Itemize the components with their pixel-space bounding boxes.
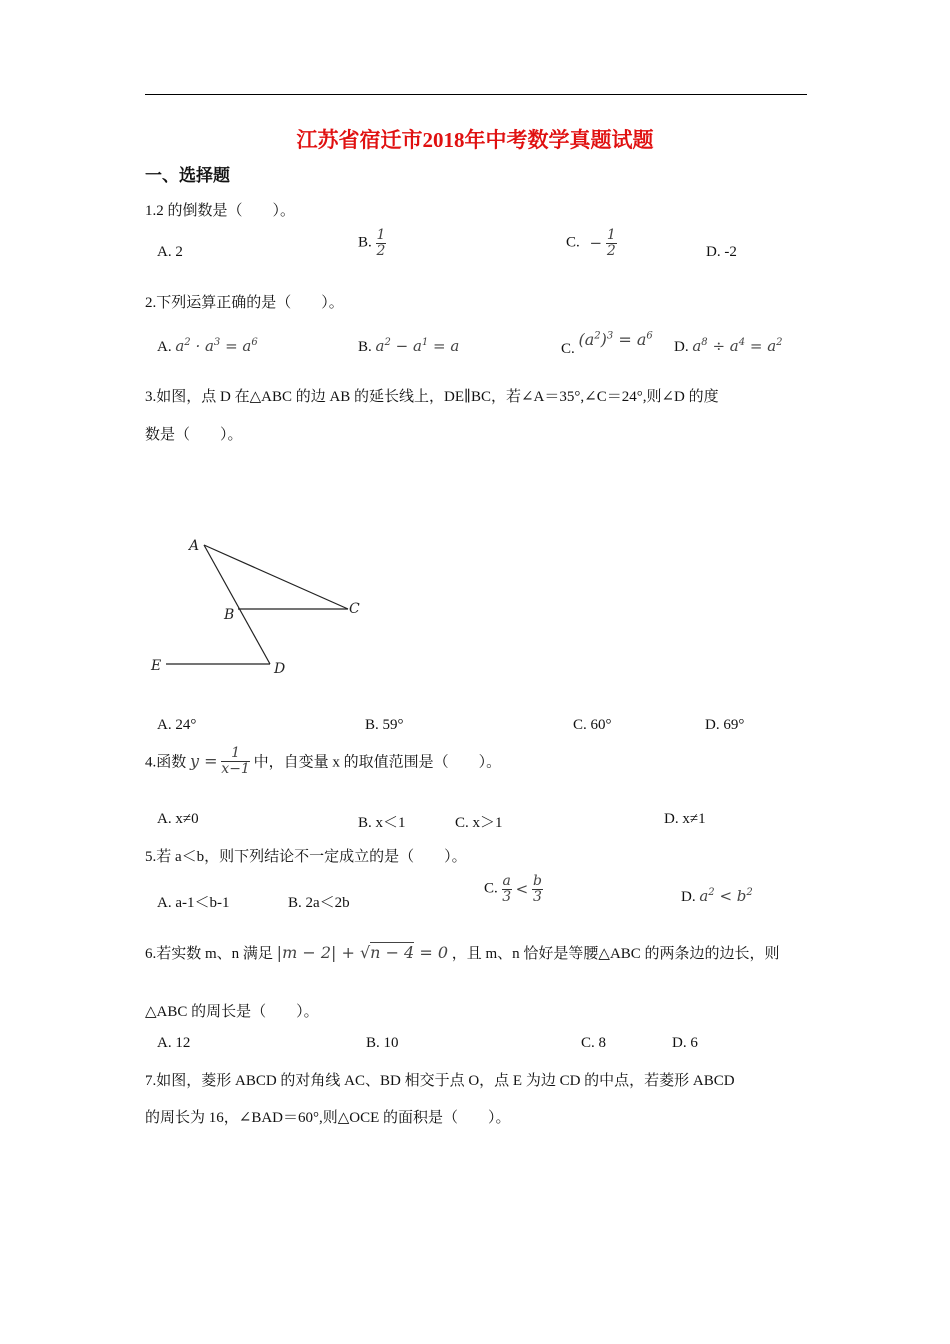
q5-option-a: A. a-1＜b-1 [157, 895, 230, 911]
q6-option-d: D. 6 [672, 1035, 698, 1051]
q5-option-c: C. $\frac{a}{3}$ < $\frac{b}{3}$ [484, 873, 542, 905]
q1-option-b [358, 228, 386, 258]
q1-option-a: A. 2 [157, 244, 183, 260]
q3-option-a: A. 24° [157, 717, 197, 733]
equation: |m − 2| + √n − 4 = 0 [276, 943, 448, 962]
q6-option-a: A. 12 [157, 1035, 191, 1051]
question-6-stem-line1: 6.若实数 m、n 满足 |m − 2| + √n − 4 = 0 ，且 m、n 恰好是等腰△ABC 的两条边的边长，则 [145, 943, 780, 962]
q6-option-b: B. 10 [366, 1035, 399, 1051]
q4-option-d: D. x≠1 [664, 811, 706, 827]
question-3-stem-line1: 3.如图，点 D 在△ABC 的边 AB 的延长线上，DE∥BC，若∠A＝35°,∠C＝24°,则∠D 的度 [145, 389, 719, 405]
q4-option-a: A. x≠0 [157, 811, 199, 827]
minus-sign: − [589, 234, 603, 253]
label-c: C [349, 601, 360, 617]
q2-option-a: A. $a^2 \cdot a^3 = a^6$ [157, 337, 258, 355]
option-letter: B. [358, 234, 372, 251]
expression: $a^8 \div a^4 = a^2$ [692, 337, 783, 355]
question-5-stem: 5.若 a＜b，则下列结论不一定成立的是（ ）。 [145, 849, 467, 865]
question-1-stem: 1.2 的倒数是（ ）。 [145, 203, 296, 219]
segment-ad [204, 545, 270, 664]
expression: $(a^2)^3 = a^6$ [578, 330, 653, 349]
label-e: E [151, 658, 162, 674]
expression: $a^2 \cdot a^3 = a^6$ [175, 337, 258, 355]
question-2-stem: 2.下列运算正确的是（ ）。 [145, 295, 344, 311]
header-rule [145, 94, 807, 95]
q4-option-c: C. x＞1 [455, 815, 503, 831]
question-7-stem-line2: 的周长为 16，∠BAD＝60°,则△OCE 的面积是（ ）。 [145, 1110, 511, 1126]
option-letter: C. [566, 234, 580, 251]
q4-option-b: B. x＜1 [358, 815, 406, 831]
q1-option-d: D. -2 [706, 244, 737, 260]
question-6-stem-line2: △ABC 的周长是（ ）。 [145, 1004, 319, 1020]
q2-option-b: B. $a^2 - a^1 = a$ [358, 337, 460, 355]
q5-option-d: D. $a^2 < b^2$ [681, 887, 753, 905]
function-lhs: y = [190, 751, 218, 771]
fraction: $\frac{b}{3}$ [532, 873, 542, 905]
segment-ac [204, 545, 348, 609]
fraction: $\frac{1}{x-1}$ [221, 745, 250, 777]
label-b: B [224, 607, 235, 623]
q3-option-b: B. 59° [365, 717, 404, 733]
question-7-stem-line1: 7.如图，菱形 ABCD 的对角线 AC、BD 相交于点 O，点 E 为边 CD 的中点，若菱形 ABCD [145, 1073, 735, 1089]
label-a: A [189, 538, 200, 554]
q3-option-d: D. 69° [705, 717, 745, 733]
fraction: $\frac{1}{2}$ [376, 227, 386, 259]
section-heading: 一、选择题 [145, 166, 230, 185]
q5-option-b: B. 2a＜2b [288, 895, 350, 911]
q2-option-c: C. $(a^2)^3 = a^6$ [561, 330, 653, 357]
triangle-figure [140, 530, 380, 690]
question-3-stem-line2: 数是（ ）。 [145, 427, 243, 443]
expression: $a^2 - a^1 = a$ [375, 337, 460, 355]
question-4-stem: 4.函数 y = $\frac{1}{x-1}$ 中，自变量 x 的取值范围是（ ）。 [145, 745, 502, 777]
expression: $a^2 < b^2$ [699, 887, 753, 905]
label-d: D [274, 661, 286, 677]
fraction: $\frac{1}{2}$ [606, 227, 616, 259]
q2-option-d: D. $a^8 \div a^4 = a^2$ [674, 337, 783, 355]
page-title: 江苏省宿迁市2018年中考数学真题试题 [296, 128, 654, 152]
q3-option-c: C. 60° [573, 717, 612, 733]
fraction: $\frac{a}{3}$ [502, 873, 512, 905]
q6-option-c: C. 8 [581, 1035, 607, 1051]
q1-option-c [566, 228, 617, 258]
